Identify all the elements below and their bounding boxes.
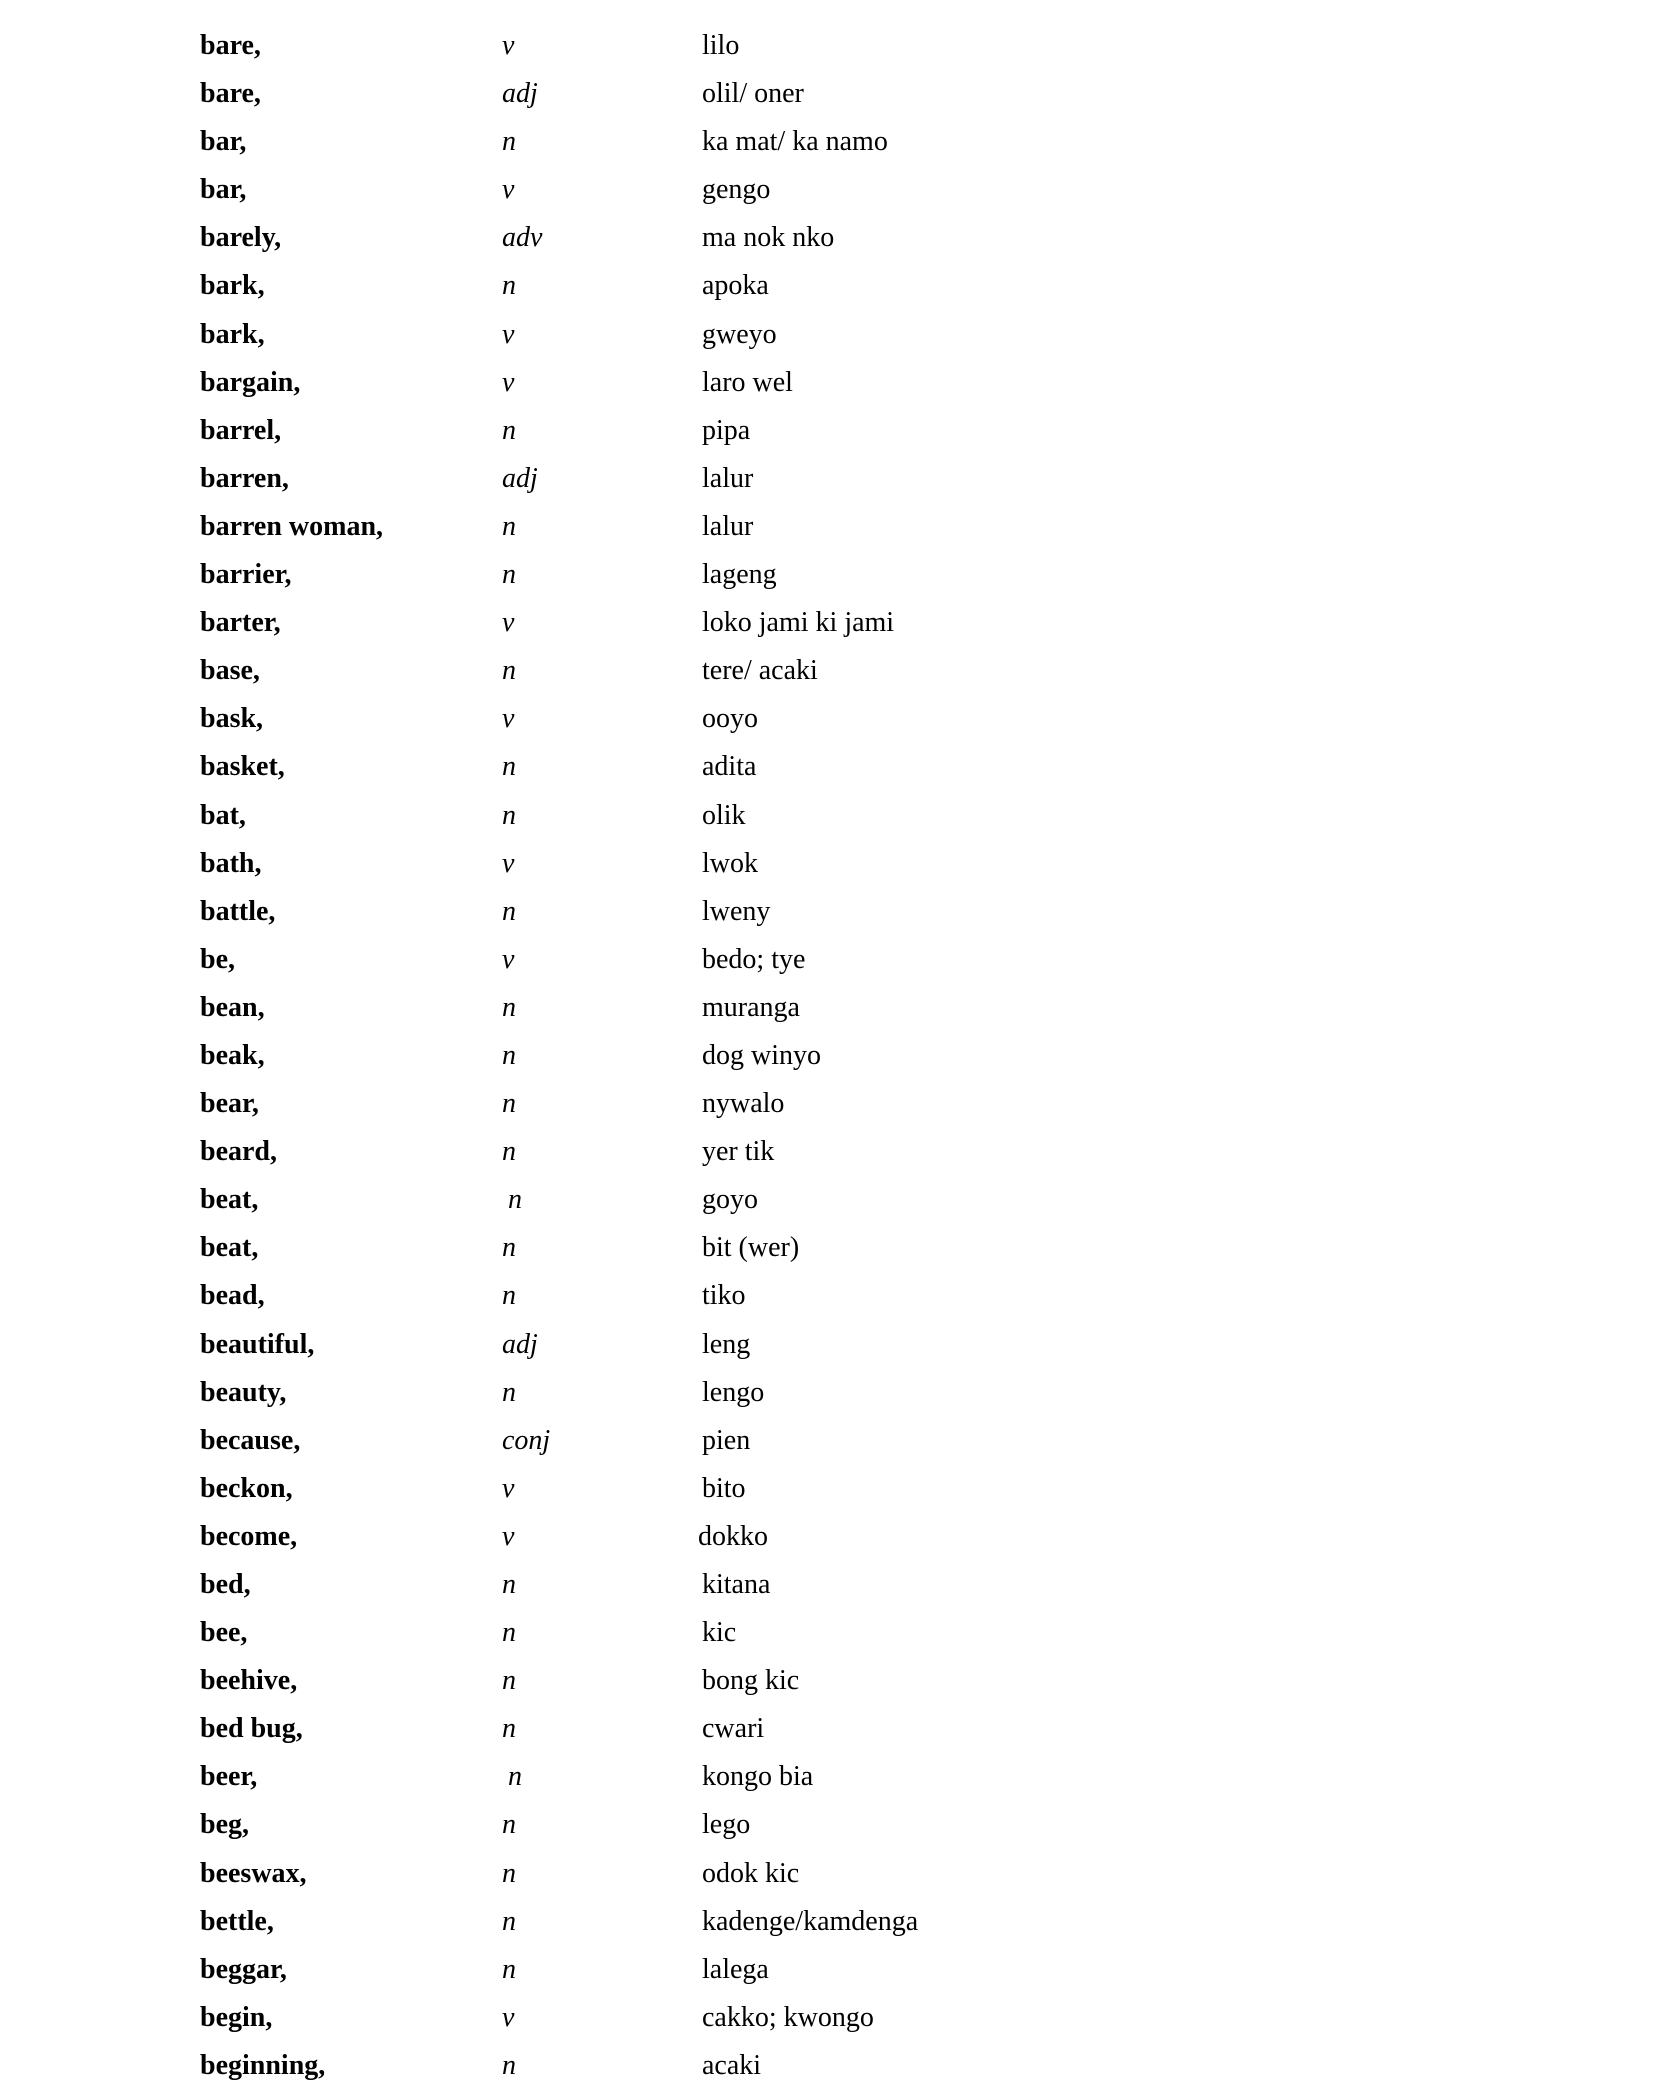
entry-row xyxy=(200,1228,1200,1276)
entry-row xyxy=(200,1998,1200,2046)
translation: goyo xyxy=(702,1184,758,1216)
part-of-speech: adj xyxy=(502,78,538,110)
part-of-speech: n xyxy=(502,1136,516,1168)
translation: yer tik xyxy=(702,1136,775,1168)
translation: bong kic xyxy=(702,1665,800,1697)
headword: bettle, xyxy=(200,1905,274,1937)
translation: ooyo xyxy=(702,703,758,735)
headword: beeswax, xyxy=(200,1857,307,1889)
part-of-speech: n xyxy=(502,1905,516,1937)
entry-row xyxy=(200,1180,1200,1228)
headword: begin, xyxy=(200,2001,273,2033)
translation: tere/ acaki xyxy=(702,655,818,687)
part-of-speech: n xyxy=(502,895,516,927)
translation: kongo bia xyxy=(702,1761,814,1793)
part-of-speech: v xyxy=(502,847,515,879)
part-of-speech: n xyxy=(502,126,516,158)
translation: lalur xyxy=(702,510,754,542)
headword: beat, xyxy=(200,1232,259,1264)
headword: barely, xyxy=(200,222,282,254)
translation: cwari xyxy=(702,1713,765,1745)
translation: kitana xyxy=(702,1569,771,1600)
part-of-speech: n xyxy=(502,270,516,302)
headword: bath, xyxy=(200,847,262,879)
part-of-speech: n xyxy=(502,655,516,687)
headword: beckon, xyxy=(200,1472,293,1504)
entry-row xyxy=(200,699,1200,747)
translation: lwok xyxy=(702,847,758,879)
headword: beg, xyxy=(200,1809,249,1841)
translation: olil/ oner xyxy=(702,78,804,110)
translation: lweny xyxy=(702,895,771,927)
entry-row xyxy=(200,507,1200,555)
part-of-speech: v xyxy=(502,943,515,975)
entry-row xyxy=(200,170,1200,218)
headword: battle, xyxy=(200,895,276,927)
entry-row xyxy=(200,1084,1200,1132)
part-of-speech: n xyxy=(502,510,516,542)
entry-row xyxy=(200,1565,1200,1613)
entry-row xyxy=(200,218,1200,266)
translation: pien xyxy=(702,1424,751,1456)
entry-row xyxy=(200,1709,1200,1757)
headword: barrel, xyxy=(200,414,282,446)
part-of-speech: n xyxy=(508,1761,522,1793)
entry-row xyxy=(200,266,1200,314)
headword: bead, xyxy=(200,1280,265,1312)
entry-row xyxy=(200,459,1200,507)
part-of-speech: n xyxy=(502,991,516,1023)
part-of-speech: v xyxy=(502,366,515,398)
part-of-speech: n xyxy=(502,1569,516,1600)
translation: nywalo xyxy=(702,1088,785,1120)
entry-list xyxy=(200,26,1200,2094)
translation: kic xyxy=(702,1617,737,1649)
translation: dokko xyxy=(698,1520,768,1552)
headword: beak, xyxy=(200,1039,265,1071)
part-of-speech: v xyxy=(502,30,515,61)
headword: bear, xyxy=(200,1088,259,1120)
translation: leng xyxy=(702,1328,751,1360)
entry-row xyxy=(200,1421,1200,1469)
entry-row xyxy=(200,1613,1200,1661)
headword: bee, xyxy=(200,1617,248,1649)
part-of-speech: adj xyxy=(502,462,538,494)
part-of-speech: n xyxy=(502,1376,516,1408)
headword: become, xyxy=(200,1520,298,1552)
translation: gengo xyxy=(702,174,771,206)
part-of-speech: n xyxy=(502,1857,516,1889)
headword: bean, xyxy=(200,991,265,1023)
headword: barren woman, xyxy=(200,510,384,542)
part-of-speech: v xyxy=(502,318,515,350)
headword: beer, xyxy=(200,1761,258,1793)
translation: lageng xyxy=(702,559,777,591)
headword: bar, xyxy=(200,126,247,158)
headword: beehive, xyxy=(200,1665,298,1697)
part-of-speech: v xyxy=(502,1472,515,1504)
entry-row xyxy=(200,315,1200,363)
entry-row xyxy=(200,1276,1200,1324)
entry-row xyxy=(200,1805,1200,1853)
headword: beginning, xyxy=(200,2049,326,2081)
translation: kadenge/kamdenga xyxy=(702,1905,919,1937)
headword: beat, xyxy=(200,1184,259,1216)
part-of-speech: n xyxy=(502,2049,516,2081)
part-of-speech: n xyxy=(502,1665,516,1697)
part-of-speech: n xyxy=(502,1617,516,1649)
entry-row xyxy=(200,1325,1200,1373)
part-of-speech: v xyxy=(502,174,515,206)
headword: bark, xyxy=(200,318,265,350)
translation: loko jami ki jami xyxy=(702,607,895,639)
headword: bar, xyxy=(200,174,247,206)
translation: adita xyxy=(702,751,757,783)
part-of-speech: n xyxy=(502,799,516,831)
headword: base, xyxy=(200,655,260,687)
translation: apoka xyxy=(702,270,769,302)
headword: bask, xyxy=(200,703,264,735)
headword: beauty, xyxy=(200,1376,287,1408)
translation: lalega xyxy=(702,1953,769,1985)
headword: bat, xyxy=(200,799,246,831)
entry-row xyxy=(200,363,1200,411)
headword: bed, xyxy=(200,1569,251,1600)
entry-row xyxy=(200,747,1200,795)
translation: bit (wer) xyxy=(702,1232,800,1264)
entry-row xyxy=(200,74,1200,122)
part-of-speech: adj xyxy=(502,1328,538,1360)
entry-row xyxy=(200,1757,1200,1805)
entry-row xyxy=(200,1950,1200,1998)
translation: lego xyxy=(702,1809,751,1841)
part-of-speech: v xyxy=(502,703,515,735)
entry-row xyxy=(200,1902,1200,1950)
headword: barren, xyxy=(200,462,289,494)
part-of-speech: v xyxy=(502,1520,515,1552)
headword: beggar, xyxy=(200,1953,287,1985)
headword: bare, xyxy=(200,78,261,110)
translation: laro wel xyxy=(702,366,793,398)
entry-row xyxy=(200,122,1200,170)
headword: because, xyxy=(200,1424,301,1456)
translation: bito xyxy=(702,1472,746,1504)
entry-row xyxy=(200,1854,1200,1902)
translation: ma nok nko xyxy=(702,222,835,254)
headword: basket, xyxy=(200,751,285,783)
translation: bedo; tye xyxy=(702,943,806,975)
entry-row xyxy=(200,988,1200,1036)
translation: muranga xyxy=(702,991,800,1023)
part-of-speech: n xyxy=(502,559,516,591)
part-of-speech: v xyxy=(502,607,515,639)
entry-row xyxy=(200,1373,1200,1421)
headword: be, xyxy=(200,943,235,975)
entry-row xyxy=(200,2046,1200,2094)
entry-row xyxy=(200,651,1200,699)
translation: tiko xyxy=(702,1280,746,1312)
part-of-speech: n xyxy=(502,1809,516,1841)
entry-row xyxy=(200,26,1200,74)
translation: lengo xyxy=(702,1376,765,1408)
entry-row xyxy=(200,892,1200,940)
translation: odok kic xyxy=(702,1857,800,1889)
translation: lilo xyxy=(702,30,740,61)
part-of-speech: n xyxy=(502,1232,516,1264)
headword: barrier, xyxy=(200,559,292,591)
entry-row xyxy=(200,940,1200,988)
part-of-speech: n xyxy=(502,1039,516,1071)
headword: beard, xyxy=(200,1136,277,1168)
part-of-speech: n xyxy=(502,1088,516,1120)
headword: bed bug, xyxy=(200,1713,303,1745)
translation: lalur xyxy=(702,462,754,494)
part-of-speech: n xyxy=(508,1184,522,1216)
entry-row xyxy=(200,603,1200,651)
part-of-speech: adv xyxy=(502,222,543,254)
translation: gweyo xyxy=(702,318,777,350)
headword: beautiful, xyxy=(200,1328,315,1360)
part-of-speech: v xyxy=(502,2001,515,2033)
part-of-speech: conj xyxy=(502,1424,551,1456)
entry-row xyxy=(200,1469,1200,1517)
part-of-speech: n xyxy=(502,1953,516,1985)
headword: bargain, xyxy=(200,366,301,398)
entry-row xyxy=(200,1661,1200,1709)
entry-row xyxy=(200,844,1200,892)
part-of-speech: n xyxy=(502,1280,516,1312)
entry-row xyxy=(200,1517,1200,1565)
entry-row xyxy=(200,411,1200,459)
translation: pipa xyxy=(702,414,751,446)
entry-row xyxy=(200,1132,1200,1180)
part-of-speech: n xyxy=(502,414,516,446)
headword: bark, xyxy=(200,270,265,302)
translation: olik xyxy=(702,799,746,831)
part-of-speech: n xyxy=(502,751,516,783)
headword: barter, xyxy=(200,607,281,639)
translation: acaki xyxy=(702,2049,762,2081)
translation: ka mat/ ka namo xyxy=(702,126,888,158)
headword: bare, xyxy=(200,30,261,61)
translation: cakko; kwongo xyxy=(702,2001,874,2033)
part-of-speech: n xyxy=(502,1713,516,1745)
entry-row xyxy=(200,796,1200,844)
entry-row xyxy=(200,1036,1200,1084)
entry-row xyxy=(200,555,1200,603)
translation: dog winyo xyxy=(702,1039,821,1071)
